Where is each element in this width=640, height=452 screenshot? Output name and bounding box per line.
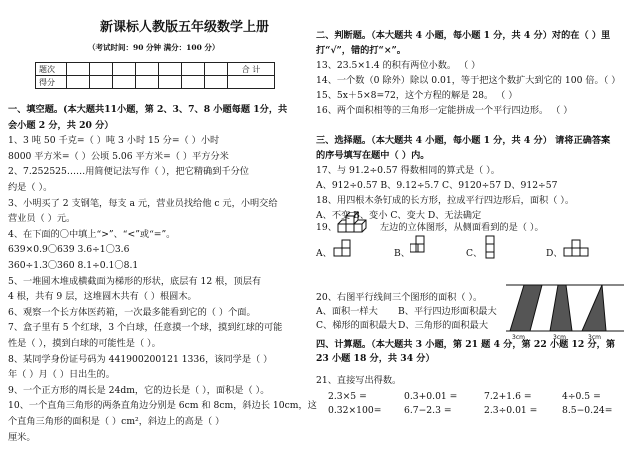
solid-figure-icon — [336, 212, 370, 238]
calc-item: 4÷0.5 = — [562, 391, 601, 402]
question-line: A、912÷0.57 B、9.12÷5.7 C、9120÷57 D、912÷57 — [316, 180, 558, 191]
shape-base-label: 3cm — [512, 334, 525, 340]
question-line: 8、某同学身份证号码为 441900200121 1336，该同学是（ ） — [8, 353, 273, 365]
calc-section-heading-cont: 23 小题 18 分，共 34 分） — [316, 353, 435, 364]
question-line: 16、两个面积相等的三角形一定能拼成一个平行四边形。 （ ） — [316, 105, 573, 116]
q19-option-c: C、 — [466, 248, 483, 259]
question-line: 7、盒子里有 5 个红球，3 个白球，任意摸一个球，摸到红球的可能 — [8, 322, 283, 334]
q21-text: 21、直接写出得数。 — [316, 375, 402, 386]
question-line: 营业员（ ）元。 — [8, 213, 76, 225]
question-line: 8000 平方米=（ ）公顷 5.06 平方米=（ ）平方分米 — [8, 150, 229, 162]
q20-option-d: D、三角形的面积最大 — [398, 320, 489, 331]
calc-item: 0.3+0.01 = — [404, 391, 458, 402]
option-d-figure-icon — [562, 236, 592, 260]
q20-text: 20、右图平行线间三个图形的面积（ ）。 — [316, 292, 483, 303]
question-line: 约是（ ）。 — [8, 182, 53, 193]
section-heading: 三、选择题。（本大题共 4 小题，每小题 1 分，共 4 分） 请将正确答案 — [316, 135, 611, 146]
score-row-label: 得分 — [36, 76, 67, 89]
option-c-figure-icon — [482, 234, 504, 260]
q19-text: 左边的立体图形，从侧面看到的是（ ）。 — [380, 222, 544, 233]
calc-section-heading: 四、计算题。（本大题共 3 小题，第 21 题 4 分，第 22 小题 12 分，第 — [316, 339, 616, 350]
calc-item: 2.3×5 = — [328, 391, 367, 402]
score-table — [35, 62, 275, 89]
question-line: 17、与 91.2÷0.57 得数相同的算式是（ ）。 — [316, 165, 500, 176]
question-line: 639×0.9〇639 3.6÷1〇3.6 — [8, 244, 130, 256]
exam-subtitle: （考试时间：90 分钟 满分：100 分） — [88, 43, 220, 52]
question-line: A、不变 B、变小 C、变大 D、无法确定 — [316, 210, 482, 221]
q19-option-a: A、 — [316, 248, 332, 259]
section-heading: 的序号填写在题中（ ）内。 — [316, 150, 430, 161]
section-heading: 二、判断题。（本大题共 4 小题，每小题 1 分，共 4 分）对的在（ ）里 — [316, 30, 611, 41]
question-line: 360÷1.3〇360 8.1÷0.1〇8.1 — [8, 260, 139, 271]
question-line: 3、小明买了 2 支钢笔，每支 a 元，营业员找给他 c 元，小明交给 — [8, 197, 278, 209]
question-line: 4 根，共有 9 层，这堆圆木共有（ ）根圆木。 — [8, 291, 197, 303]
score-row-label: 题次 — [36, 63, 67, 76]
calc-item: 8.5−0.24= — [562, 405, 613, 416]
calc-item: 7.2+1.6 = — [484, 391, 532, 402]
question-line: 9、一个正方形的周长是 24dm，它的边长是（ ），面积是（ ）。 — [8, 384, 270, 396]
question-line: 15、5x＋5×8=72，这个方程的解是 28。 （ ） — [316, 90, 518, 101]
section-heading: 一、填空题。(本大题共11小题，第 2、3、7、8 小题每题 1分，共 — [8, 104, 288, 115]
q20-option-c: C、梯形的面积最大 — [316, 320, 397, 331]
question-line: 10、一个直角三角形的两条直角边分别是 6cm 和 8cm，斜边长 10cm，这 — [8, 400, 317, 412]
q20-option-a: A、面积一样大 — [316, 306, 378, 317]
question-line: 14、一个数（0 除外）除以 0.01，等于把这个数扩大到它的 100 倍。（ ） — [316, 75, 621, 86]
option-a-figure-icon — [332, 236, 358, 260]
score-total-label: 合 计 — [228, 63, 275, 76]
question-line: 13、23.5×1.4 的积有两位小数。 （ ） — [316, 60, 481, 71]
option-b-figure-icon — [410, 234, 432, 260]
question-line: 1、3 吨 50 千克=（ ）吨 3 小时 15 分=（ ）小时 — [8, 135, 220, 147]
parallel-shapes-figure — [506, 282, 626, 340]
exam-title: 新课标人教版五年级数学上册 — [100, 20, 270, 35]
q20-option-b: B、平行四边形面积最大 — [398, 306, 497, 317]
question-line: 个直角三角形的面积是（ ）cm²，斜边上的高是（ ） — [8, 416, 225, 427]
q19-number: 19、 — [316, 222, 337, 233]
question-line: 年（ ）月（ ）日出生的。 — [8, 369, 115, 381]
shape-base-label: 3cm — [588, 334, 601, 340]
section-heading: 打“√”，错的打“×”。 — [316, 45, 406, 56]
calc-item: 0.32×100= — [328, 405, 382, 416]
question-line: 6、观察一个长方体医药箱，一次最多能看到它的（ ）个面。 — [8, 306, 256, 318]
question-line: 4、在下面的〇中填上“>”、“<”或“=”。 — [8, 228, 176, 240]
shape-base-label: 3cm — [553, 334, 566, 340]
question-line: 5、一堆圆木堆成横截面为梯形的形状，底层有 12 根，顶层有 — [8, 275, 262, 287]
question-line: 18、用四根木条钉成的长方形，拉成平行四边形后，面积（ ）。 — [316, 195, 575, 206]
calc-item: 2.3÷0.01 = — [484, 405, 538, 416]
question-line: 2、7.252525……用简便记法写作（ ），把它精确到千分位 — [8, 166, 249, 178]
section-heading: 会小题 2 分，共 20 分） — [8, 119, 114, 131]
calc-item: 6.7−2.3 = — [404, 405, 452, 416]
question-line: 性是（ ），摸到白球的可能性是（ ）。 — [8, 338, 161, 349]
question-line: 厘米。 — [8, 431, 36, 443]
q19-option-b: B、 — [394, 248, 410, 259]
q19-option-d: D、 — [546, 248, 563, 259]
